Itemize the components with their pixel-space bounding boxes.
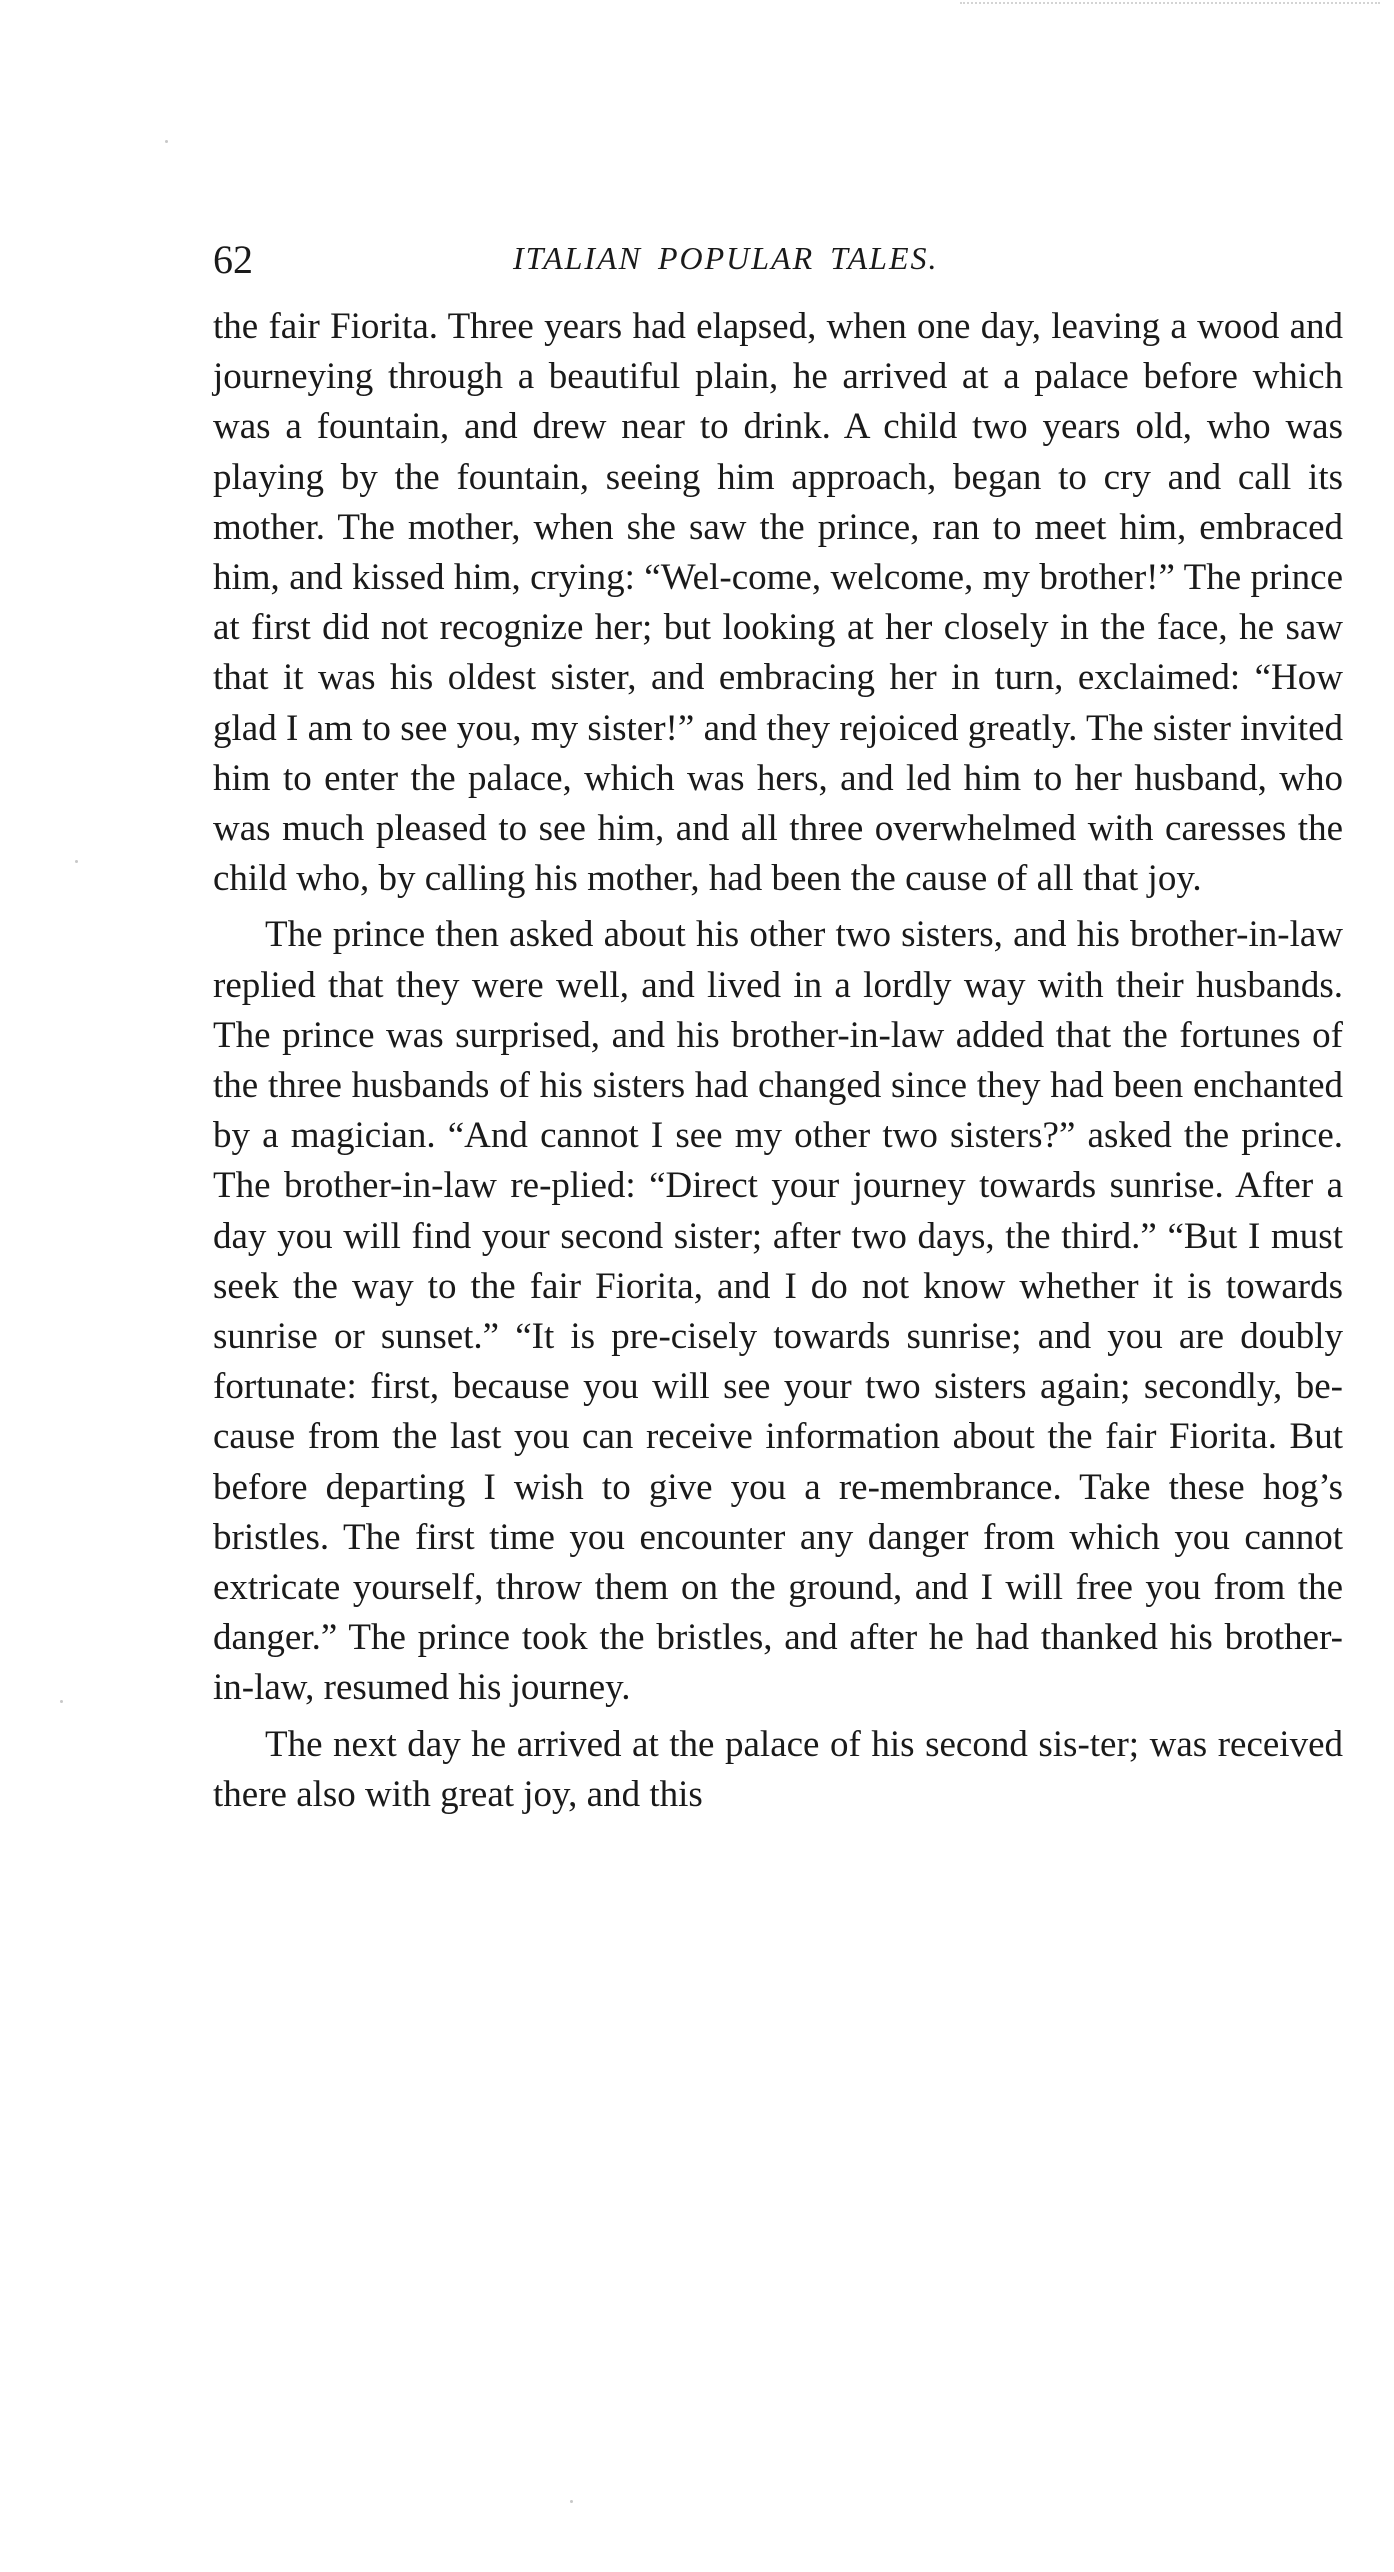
page-header bbox=[213, 232, 1343, 292]
page-number: 62 bbox=[213, 237, 253, 282]
paragraph-3: The next day he arrived at the palace of his second sis-ter; was received there also with great joy, and this bbox=[213, 1723, 1343, 1815]
paragraph-2: The prince then asked about his other two sisters, and his brother-in-law replied that they were well, and lived in a lordly way with their husbands. The prince was surprised, and his brother-in-law added that the fortunes of the three husbands of his sisters had changed since they had been enchanted by a magician. “And cannot I see my other two sisters?” asked the prince. The brother-in-law re-plied: “Direct your journey towards sunrise. After a day you will find your second sister; after two days, the third.” “But I must seek the way to the fair Fiorita, and I do not know whether it is towards sunrise or sunset.” “It is pre-cisely towards sunrise; and you are doubly fortunate: first, because you will see your two sisters again; secondly, be-cause from the last you can receive information about the fair Fiorita. But before departing I wish to give you a re-membrance. Take these hog’s bristles. The first time you encounter any danger from which you cannot extricate yourself, throw them on the ground, and I will free you from the danger.” The prince took the bristles, and after he had thanked his brother-in-law, resumed his journey. bbox=[213, 914, 1343, 1709]
body-text bbox=[213, 302, 1343, 1820]
scan-artifact bbox=[960, 2, 1380, 10]
paragraph-1: the fair Fiorita. Three years had elapsed, when one day, leaving a wood and journeying through a beautiful plain, he arrived at a palace before which was a fountain, and drew near to drink. A child two years old, who was playing by the fountain, seeing him approach, began to cry and call its mother. The mother, when she saw the prince, ran to meet him, embraced him, and kissed him, crying: “Wel-come, welcome, my brother!” The prince at first did not recognize her; but looking at her closely in the face, he saw that it was his oldest sister, and embracing her in turn, exclaimed: “How glad I am to see you, my sister!” and they rejoiced greatly. The sister invited him to enter the palace, which was hers, and led him to her husband, who was much pleased to see him, and all three overwhelmed with caresses the child who, by calling his mother, had been the cause of all that joy. bbox=[213, 306, 1343, 900]
paper-speck bbox=[60, 1700, 63, 1703]
running-title: ITALIAN POPULAR TALES. bbox=[513, 240, 939, 276]
paper-speck bbox=[165, 140, 168, 143]
paper-speck bbox=[75, 860, 78, 863]
paper-speck bbox=[570, 2500, 573, 2503]
